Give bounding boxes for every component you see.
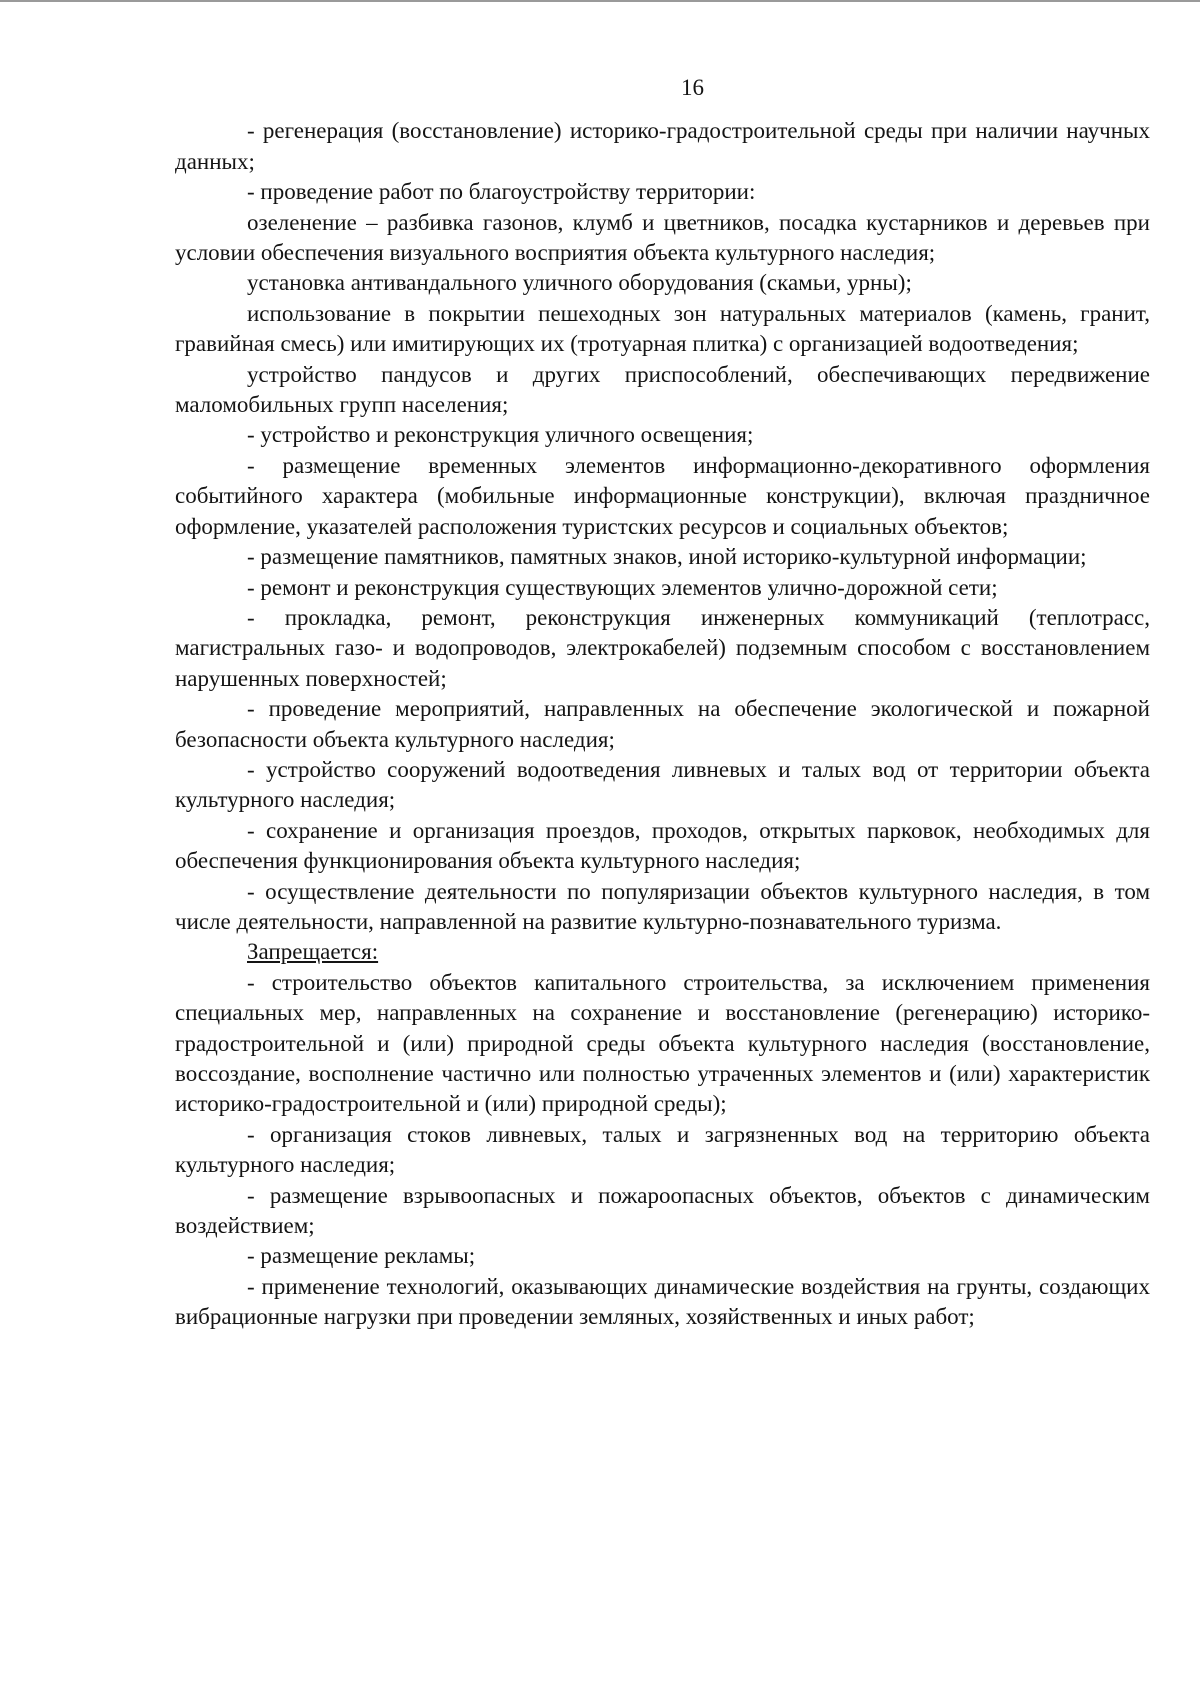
prohibited-heading: Запрещается: [247,939,379,965]
paragraph-landscaping-works: - проведение работ по благоустройству территории: [247,179,756,205]
prohibited-item-hazardous-objects: - размещение взрывоопасных и пожароопасных объектов, объектов с динамическим воздействием; [175,1182,1150,1239]
page-number: 16 [681,75,704,100]
paragraph-parking: - сохранение и организация проездов, проходов, открытых парковок, необходимых для обеспечения функционирования объекта культурного наследия; [175,817,1150,874]
paragraph-temporary-decor: - размещение временных элементов информационно-декоративного оформления событийного характера (мобильные информационные конструкции), включая праздничное оформление, указателей расположения туристских ресурсов и социальных объектов; [175,452,1150,539]
paragraph-pedestrian-paving: использование в покрытии пешеходных зон натуральных материалов (камень, гранит, гравийная смесь) или имитирующих их (тротуарная плитка) с организацией водоотведения; [175,300,1150,357]
paragraph-road-network: - ремонт и реконструкция существующих элементов улично-дорожной сети; [247,574,998,600]
prohibited-item-advertising: - размещение рекламы; [247,1243,476,1269]
paragraph-street-furniture: установка антивандального уличного оборудования (скамьи, урны); [247,270,912,296]
paragraph-street-lighting: - устройство и реконструкция уличного освещения; [247,422,754,448]
paragraph-safety: - проведение мероприятий, направленных на обеспечение экологической и пожарной безопасности объекта культурного наследия; [175,696,1150,752]
paragraph-tourism: - осуществление деятельности по популяризации объектов культурного наследия, в том числе деятельности, направленной на развитие культурно-познавательного туризма. [175,878,1150,934]
page-top-edge [0,0,1200,2]
prohibited-item-vibration: - применение технологий, оказывающих динамические воздействия на грунты, создающих вибрационные нагрузки при проведении земляных, хозяйственных и иных работ; [175,1273,1150,1330]
paragraph-ramps: устройство пандусов и других приспособлений, обеспечивающих передвижение маломобильных групп населения; [175,361,1150,418]
paragraph-greening: озеленение – разбивка газонов, клумб и цветников, посадка кустарников и деревьев при условии обеспечения визуального восприятия объекта культурного наследия; [175,209,1150,266]
prohibited-heading-line [175,937,1150,967]
paragraph-monuments: - размещение памятников, памятных знаков, иной историко-культурной информации; [247,544,1087,570]
paragraph-regeneration: - регенерация (восстановление) историко-градостроительной среды при наличии научных данных; [175,118,1150,174]
paragraph-utilities: - прокладка, ремонт, реконструкция инженерных коммуникаций (теплотрасс, магистральных газо- и водопроводов, электрокабелей) подземным способом с восстановлением нарушенных поверхностей; [175,604,1150,691]
prohibited-item-runoff: - организация стоков ливневых, талых и загрязненных вод на территорию объекта культурного наследия; [175,1121,1150,1178]
prohibited-item-construction: - строительство объектов капитального строительства, за исключением применения специальных мер, направленных на сохранение и восстановление (регенерацию) историко-градостроительной и (или) природной среды объекта культурного наследия (восстановление, воссоздание, восполнение частично или полностью утраченных элементов и (или) характеристик историко-градостроительной и (или) природной среды); [175,969,1150,1117]
paragraph-drainage: - устройство сооружений водоотведения ливневых и талых вод от территории объекта культурного наследия; [175,756,1150,813]
